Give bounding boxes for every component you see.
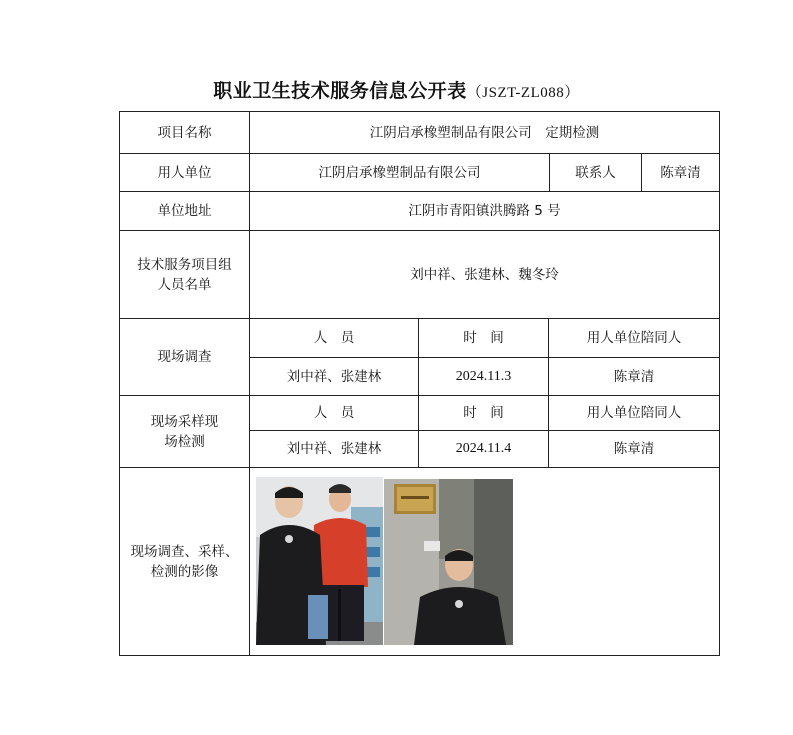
document-title xyxy=(0,76,793,103)
contact-label: 联系人 xyxy=(575,164,616,181)
project-value: 江阴启承橡塑制品有限公司 定期检测 xyxy=(369,124,600,141)
employer-label: 用人单位 xyxy=(157,164,212,181)
table-border-right xyxy=(719,111,720,656)
sampling-date: 2024.11.4 xyxy=(455,441,512,456)
sampling-label xyxy=(120,396,249,467)
survey-header-time: 时 间 xyxy=(463,330,504,346)
sampling-personnel: 刘中祥、张建林 xyxy=(286,441,382,457)
address-label: 单位地址 xyxy=(157,203,212,219)
photos-label xyxy=(120,468,249,655)
sampling-accompany: 陈章清 xyxy=(613,441,655,457)
survey-accompany: 陈章清 xyxy=(613,368,655,385)
form-code: （JSZT-ZL088） xyxy=(466,85,580,101)
team-value: 刘中祥、张建林、魏冬玲 xyxy=(410,266,559,283)
site-survey-photo xyxy=(256,477,383,645)
survey-header-accompany: 用人单位陪同人 xyxy=(586,330,682,346)
address-value: 江阴市青阳镇洪腾路 5 号 xyxy=(408,203,561,219)
employer-value: 江阴启承橡塑制品有限公司 xyxy=(318,164,481,181)
contact-value: 陈章清 xyxy=(660,164,701,181)
sampling-header-accompany: 用人单位陪同人 xyxy=(586,405,682,421)
survey-header-personnel: 人 员 xyxy=(313,330,355,346)
team-label xyxy=(120,231,249,318)
survey-date: 2024.11.3 xyxy=(455,368,512,384)
sampling-header-time: 时 间 xyxy=(463,405,504,421)
photos-label-text: 现场调查、采样、检测的影像 xyxy=(130,543,239,580)
title-text: 职业卫生技术服务信息公开表 xyxy=(213,80,467,102)
company-plaque-icon xyxy=(394,484,436,514)
team-label-text: 技术服务项目组人员名单 xyxy=(137,256,232,293)
sampling-label-text: 现场采样现场检测 xyxy=(150,413,219,450)
site-sampling-photo xyxy=(384,479,513,645)
table-border-bottom xyxy=(119,655,720,656)
survey-label: 现场调查 xyxy=(157,349,212,365)
sampling-header-personnel: 人 员 xyxy=(313,405,355,421)
project-label: 项目名称 xyxy=(157,124,212,141)
survey-personnel: 刘中祥、张建林 xyxy=(286,368,382,385)
